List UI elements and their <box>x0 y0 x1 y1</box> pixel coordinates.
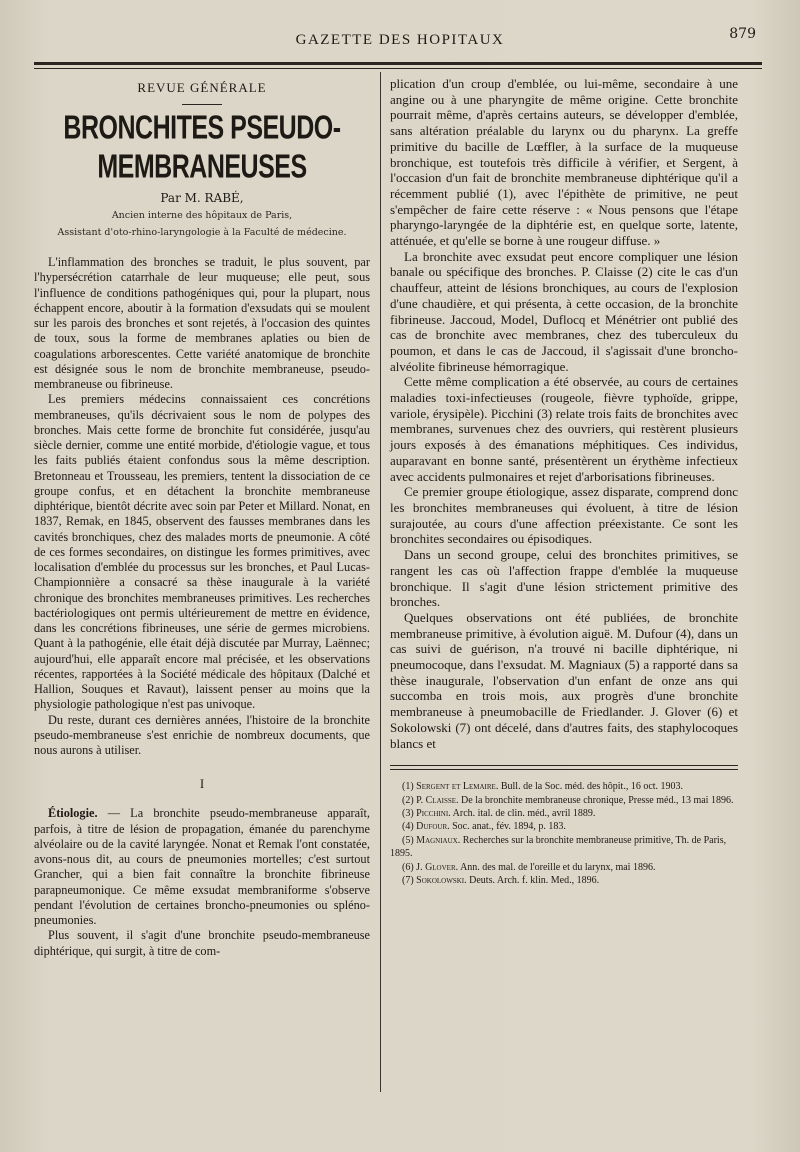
footnote-item <box>390 861 738 874</box>
footnote-number: (1) <box>402 781 414 793</box>
footnotes <box>390 780 738 887</box>
footnote-item <box>390 834 738 861</box>
journal-title: GAZETTE DES HOPITAUX <box>295 32 505 48</box>
footnote-item <box>390 794 738 807</box>
footnote-item <box>390 874 738 887</box>
page-number: 879 <box>729 26 756 42</box>
footnote-number: (3) <box>402 808 414 820</box>
footnote-author: P. Claisse. <box>416 794 459 806</box>
footnote-author: Sokolowski. <box>416 875 467 887</box>
etiology-text: — La bronchite pseudo-membraneuse apparaît, parfois, à titre de lésion de propagation, émanée du parenchyme alvéolaire ou de la cavité laryngée. Nonat et Remak l'ont constatée, avons-nous dit, au cours de pneumonies mortelles; c'est surtout Grancher, qui a bien fait connaître la bronchite fibrineuse parapneumonique. Ce même exsudat membraniforme s'observe pendant l'évolution de certaines broncho-pneumonies ou spléno-pneumonies. <box>34 806 370 927</box>
section-label: REVUE GÉNÉRALE <box>137 80 267 95</box>
left-column <box>34 76 370 959</box>
paragraph-documents: Du reste, durant ces dernières années, l'histoire de la bronchite pseudo-membraneuse s'est enrichie de nombreux documents, que nous aurons à utiliser. <box>34 712 370 757</box>
footnote-number: (7) <box>402 875 414 887</box>
header-rule-thick <box>34 62 762 65</box>
footnote-item <box>390 780 738 793</box>
author-affiliation-2: Assistant d'oto-rhino-laryngologie à la Faculté de médecine. <box>57 227 347 238</box>
article-title: BRONCHITES PSEUDO-MEMBRANEUSES <box>63 108 341 186</box>
running-header <box>0 26 800 54</box>
footnote-text: Arch. ital. de clin. méd., avril 1889. <box>450 808 596 820</box>
author-byline: Par M. RABÉ, <box>160 191 244 205</box>
footnote-author: J. Glover. <box>416 861 459 873</box>
section-numeral: I <box>199 776 205 792</box>
paragraph-complications: La bronchite avec exsudat peut encore compliquer une lésion banale ou spécifique des bronches. P. Claisse (2) cite le cas d'un chauffeur, atteint de lésions bronchiques, au cours de l'explosion d'une chaudière, et qui présenta, à cette occasion, de la bronchite fibrineuse. Jaccoud, Model, Duflocq et Ménétrier ont publié des cas de bronchite avec membranes, chez des tuberculeux du poumon, et dans le cas de Jaccoud, il s'agissait d'une broncho-alvéolite fibrineuse hémorragique. <box>390 248 738 374</box>
footnote-text: Ann. des mal. de l'oreille et du larynx, mai 1896. <box>458 861 656 873</box>
paragraph-toxi-infectious: Cette même complication a été observée, au cours de certaines maladies toxi-infectieuses (rougeole, fièvre typhoïde, grippe, variole, érysipèle). Picchini (3) relate trois faits de bronchites avec membranes, survenues chez des ouvriers, qui restèrent plusieurs jours exposés à des émanations méphitiques. Ces individus, auparavant en bonne santé, présentèrent un érythème infectieux avec accidents pulmonaires et rejet d'arborisations fibrineuses. <box>390 374 738 484</box>
footnote-rule <box>390 765 738 766</box>
etiology-heading: Étiologie. <box>48 806 98 821</box>
footnote-number: (6) <box>402 861 414 873</box>
footnote-text: Recherches sur la bronchite membraneuse primitive, Th. de Paris, 1895. <box>390 834 727 860</box>
author-affiliation-1: Ancien interne des hôpitaux de Paris, <box>111 210 293 221</box>
footnote-text: Bull. de la Soc. méd. des hôpit., 16 oct. 1903. <box>498 781 684 793</box>
footnote-number: (2) <box>402 794 414 806</box>
footnote-item <box>390 807 738 820</box>
footnote-author: Picchini. <box>416 808 451 820</box>
footnote-rule-secondary <box>390 769 738 770</box>
column-separator <box>380 72 381 1092</box>
section-rule <box>182 104 222 105</box>
footnote-text: Soc. anat., fév. 1894, p. 183. <box>449 821 566 833</box>
footnote-number: (4) <box>402 821 414 833</box>
footnote-item <box>390 820 738 833</box>
paragraph-intro: L'inflammation des bronches se traduit, le plus souvent, par l'hypersécrétion catarrhale de leur muqueuse; elle peut, sous l'influence de conditions pathogéniques qui, pour la plupart, nous échappent encore, aboutir à la formation d'exsudats qui se moulent sur les parois des bronches et sont rejetés, à l'occasion des quintes de toux, sous la forme de membranes aplaties ou bien de coagulations arborescentes. Cette variété anatomique de bronchite est désignée sous le nom de bronchite membraneuse, pseudo-membraneuse ou fibrineuse. <box>34 255 370 391</box>
footnote-text: De la bronchite membraneuse chronique, Presse méd., 13 mai 1896. <box>458 794 734 806</box>
footnote-author: Sergent et Lemaire. <box>416 781 499 793</box>
paragraph-diphtheric: Plus souvent, il s'agit d'une bronchite pseudo-membraneuse diphtérique, qui surgit, à titre de com- <box>34 928 370 958</box>
paragraph-observations: Quelques observations ont été publiées, de bronchite membraneuse primitive, à évolution aiguë. M. Dufour (4), dans un cas suivi de guérison, n'a trouvé ni bacille diphtérique, ni pneumocoque, dans l'exsudat. M. Magniaux (5) a rapporté dans sa thèse inaugurale, l'observation d'un enfant de onze ans qui succomba en trois mois, aux progrès d'une bronchite membraneuse à pneumobacille de Friedlander. J. Glover (6) et Sokolowski (7) ont décelé, dans d'autres faits, des staphylocoques blancs et <box>390 609 738 751</box>
paragraph-etiology <box>34 806 370 928</box>
header-rule-thin <box>34 68 762 69</box>
right-column <box>390 76 738 887</box>
footnote-author: Dufour. <box>416 821 450 833</box>
paragraph-continued: plication d'un croup d'emblée, ou lui-même, secondaire à une angine ou à une pharyngite de même origine. Cette bronchite pourrait même, d'après certains auteurs, se développer d'emblée, sans altération préalable du larynx ou du pharynx. La greffe primitive du bacille de Lœffler, à la surface de la muqueuse bronchique, est toutefois très difficile à vérifier, et Sergent, à l'occasion d'un fait de bronchite membraneuse diphtérique qu'il a récemment publié (1), avec l'épithète de primitive, ne peut s'empêcher de faire cette réserve : « Nous pensons que l'étape pharyngo-laryngée de la diphtérie est, en quelque sorte, latente, atténuée, et qu'elle se borne à une rougeur diffuse. » <box>390 76 738 249</box>
paragraph-first-group: Ce premier groupe étiologique, assez disparate, comprend donc les bronchites membraneuses qui évoluent, à titre de lésion surajoutée, au cours d'une affection préexistante. Ce sont les bronchites secondaires ou épisodiques. <box>390 484 738 547</box>
footnote-text: Deuts. Arch. f. klin. Med., 1896. <box>466 875 600 887</box>
footnote-number: (5) <box>402 834 414 846</box>
paragraph-history: Les premiers médecins connaissaient ces concrétions membraneuses, qu'ils décrivaient sous le nom de polypes des bronches. Mais cette forme de bronchite fut considérée, jusqu'au siècle dernier, comme une entité morbide, d'étiologie vague, et tous les faits publiés étaient confondus sous la même description. Bretonneau et Trousseau, les premiers, tentent la dissociation de ce groupe confus, et en détachent la bronchite membraneuse diphtérique, bientôt décrite avec soin par Peter et Millard. Nonat, en 1837, Remak, en 1845, observent des fausses membranes dans les cavités bronchiques, chez des malades morts de pneumonie. A côté de ces formes secondaires, on distingue les formes primitives, avec localisation d'emblée du processus sur les bronches, et Paul Lucas-Championnière a consacré sa thèse inaugurale à la variété chronique des bronchites membraneuses primitives. Les recherches bactériologiques ont permis ultérieurement de mettre en évidence, dans les concrétions fibrineuses, une série de germes microbiens. Quant à la pathogénie, elle était déjà discutée par Murray, Laënnec; aujourd'hui, elle apparaît encore mal précisée, et les observations récentes, rapportées à la Société médicale des hôpitaux (Dalché et Hallion, Souques et Ravaut), laissent penser au moins que la physiologie pathologique n'est pas univoque. <box>34 392 370 712</box>
paragraph-second-group: Dans un second groupe, celui des bronchites primitives, se rangent les cas où l'affection frappe d'emblée la muqueuse bronchique. Il s'agit d'une lésion strictement primitive des bronches. <box>390 547 738 610</box>
footnote-author: Magniaux. <box>416 834 461 846</box>
